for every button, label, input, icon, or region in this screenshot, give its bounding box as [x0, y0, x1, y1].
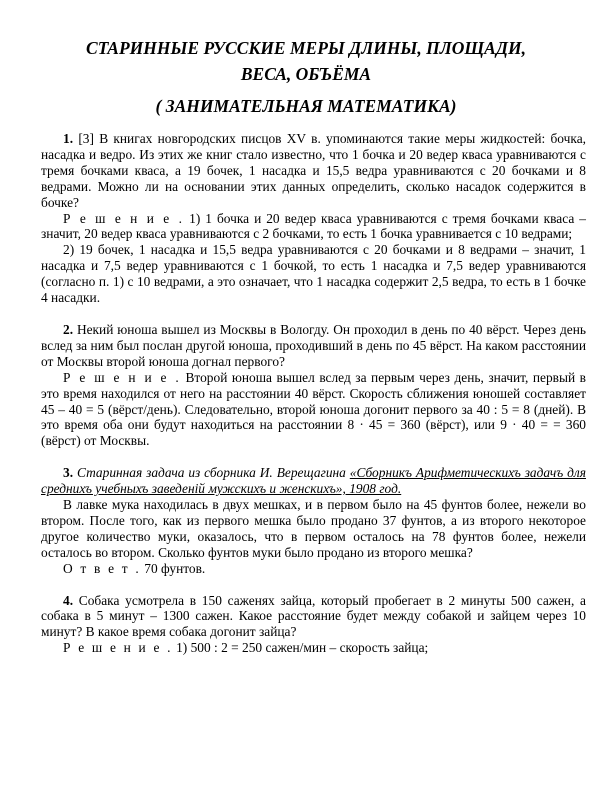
problem-3-number: 3. — [63, 465, 74, 481]
problem-2-solution — [41, 370, 586, 450]
problem-1-solution — [41, 211, 586, 243]
problem-3-source-book: «Сборникъ Арифметическихъ задачъ для среднихъ учебныхъ заведенiй мужскихъ и женскихъ», 1908 год. — [41, 465, 586, 497]
solution-label: Р е ш е н и е . — [63, 210, 185, 226]
problem-1-condition — [41, 131, 586, 211]
problem-4-text: Собака усмотрела в 150 саженях зайца, который пробегает в 2 минуты 500 сажен, а собака в 5 минут – 1300 сажен. Какое расстояние будет между собакой и зайцем через 10 минут? В какое время собака догонит зайца? — [41, 592, 586, 640]
problem-2-solution-text: Второй юноша вышел вслед за первым через день, значит, первый в это время находился от него на расстоянии 40 вёрст. Скорость сближения юношей составляет 45 – 40 = 5 (вёрст/день). Следовательно, второй юноша догонит первого за 40 : 5 = 8 (дней). В это время оба они будут находиться на расстоянии 8 · 45 = 360 (вёрст), или 9 · 40 = = 360 (вёрст) от Москвы. — [41, 369, 586, 449]
solution-label: Р е ш е н и е . — [63, 640, 173, 656]
problem-2-condition — [41, 322, 586, 370]
spacer — [41, 306, 586, 322]
answer-label: О т в е т . — [63, 560, 141, 576]
title-line-1: СТАРИННЫЕ РУССКИЕ МЕРЫ ДЛИНЫ, ПЛОЩАДИ, — [86, 38, 526, 58]
problem-4-solution — [41, 640, 586, 656]
solution-label: Р е ш е н и е . — [63, 369, 181, 385]
problem-4-solution-text: 1) 500 : 2 = 250 сажен/мин – скорость зайца; — [176, 640, 429, 656]
subtitle: ( ЗАНИМАТЕЛЬНАЯ МАТЕМАТИКА) — [155, 96, 457, 116]
problem-3-source — [41, 465, 586, 497]
problem-2-text: Некий юноша вышел из Москвы в Вологду. Он проходил в день по 40 вёрст. Через день вслед за ним был послан другой юноша, проходивший в день по 45 вёрст. На каком расстоянии от Москвы второй юноша догнал первого? — [41, 321, 586, 369]
problem-4-number: 4. — [63, 592, 74, 608]
problem-1-number: 1. — [63, 131, 74, 146]
problem-3-answer — [41, 561, 586, 577]
problem-3-source-plain: Старинная задача из сборника И. Верещагина — [76, 465, 346, 481]
spacer — [41, 577, 586, 593]
document-body — [41, 131, 586, 656]
problem-1-text: [3] В книгах новгородских писцов XV в. упоминаются такие меры жидкостей: бочка, насадка и ведро. Из этих же книг стало известно, что 1 бочка и 20 ведер кваса уравниваются с тремя бочками кваса, а 19 бочек, 1 насадка и 15,5 ведра уравниваются с 20 бочками и 8 ведрами. Можно ли на основании этих данных определить, сколько насадок содержится в бочке? — [41, 131, 586, 210]
problem-1-solution-text: 1) 1 бочка и 20 ведер кваса уравниваются с тремя бочками кваса – значит, 20 ведер кваса уравниваются с 2 бочками, то есть 1 бочка уравнивается с 10 ведрами; — [41, 210, 586, 242]
spacer — [41, 449, 586, 465]
problem-2-number: 2. — [63, 321, 74, 337]
problem-3-answer-text: 70 фунтов. — [144, 560, 206, 576]
title-line-2: ВЕСА, ОБЪЁМА — [240, 64, 372, 84]
problem-3-condition: В лавке мука находилась в двух мешках, и в первом было на 45 фунтов более, нежели во втором. После того, как из первого мешка было продано 37 фунтов, а из второго некоторое другое количество муки, оказалось, что в первом осталось на 78 фунтов более, нежели осталось во втором. Сколько фунтов муки было продано из второго мешка? — [41, 497, 586, 560]
problem-1-solution-step-2: 2) 19 бочек, 1 насадка и 15,5 ведра уравниваются с 20 бочками и 8 ведрами – значит, 1 насадка и 7,5 ведер уравниваются с 1 бочкой, то есть 1 насадка и 7,5 ведер уравниваются (согласно п. 1) с 10 ведрами, а это означает, что 1 насадка содержит 2,5 ведра, то есть в 1 бочке 4 насадки. — [41, 242, 586, 306]
problem-4-condition — [41, 593, 586, 641]
